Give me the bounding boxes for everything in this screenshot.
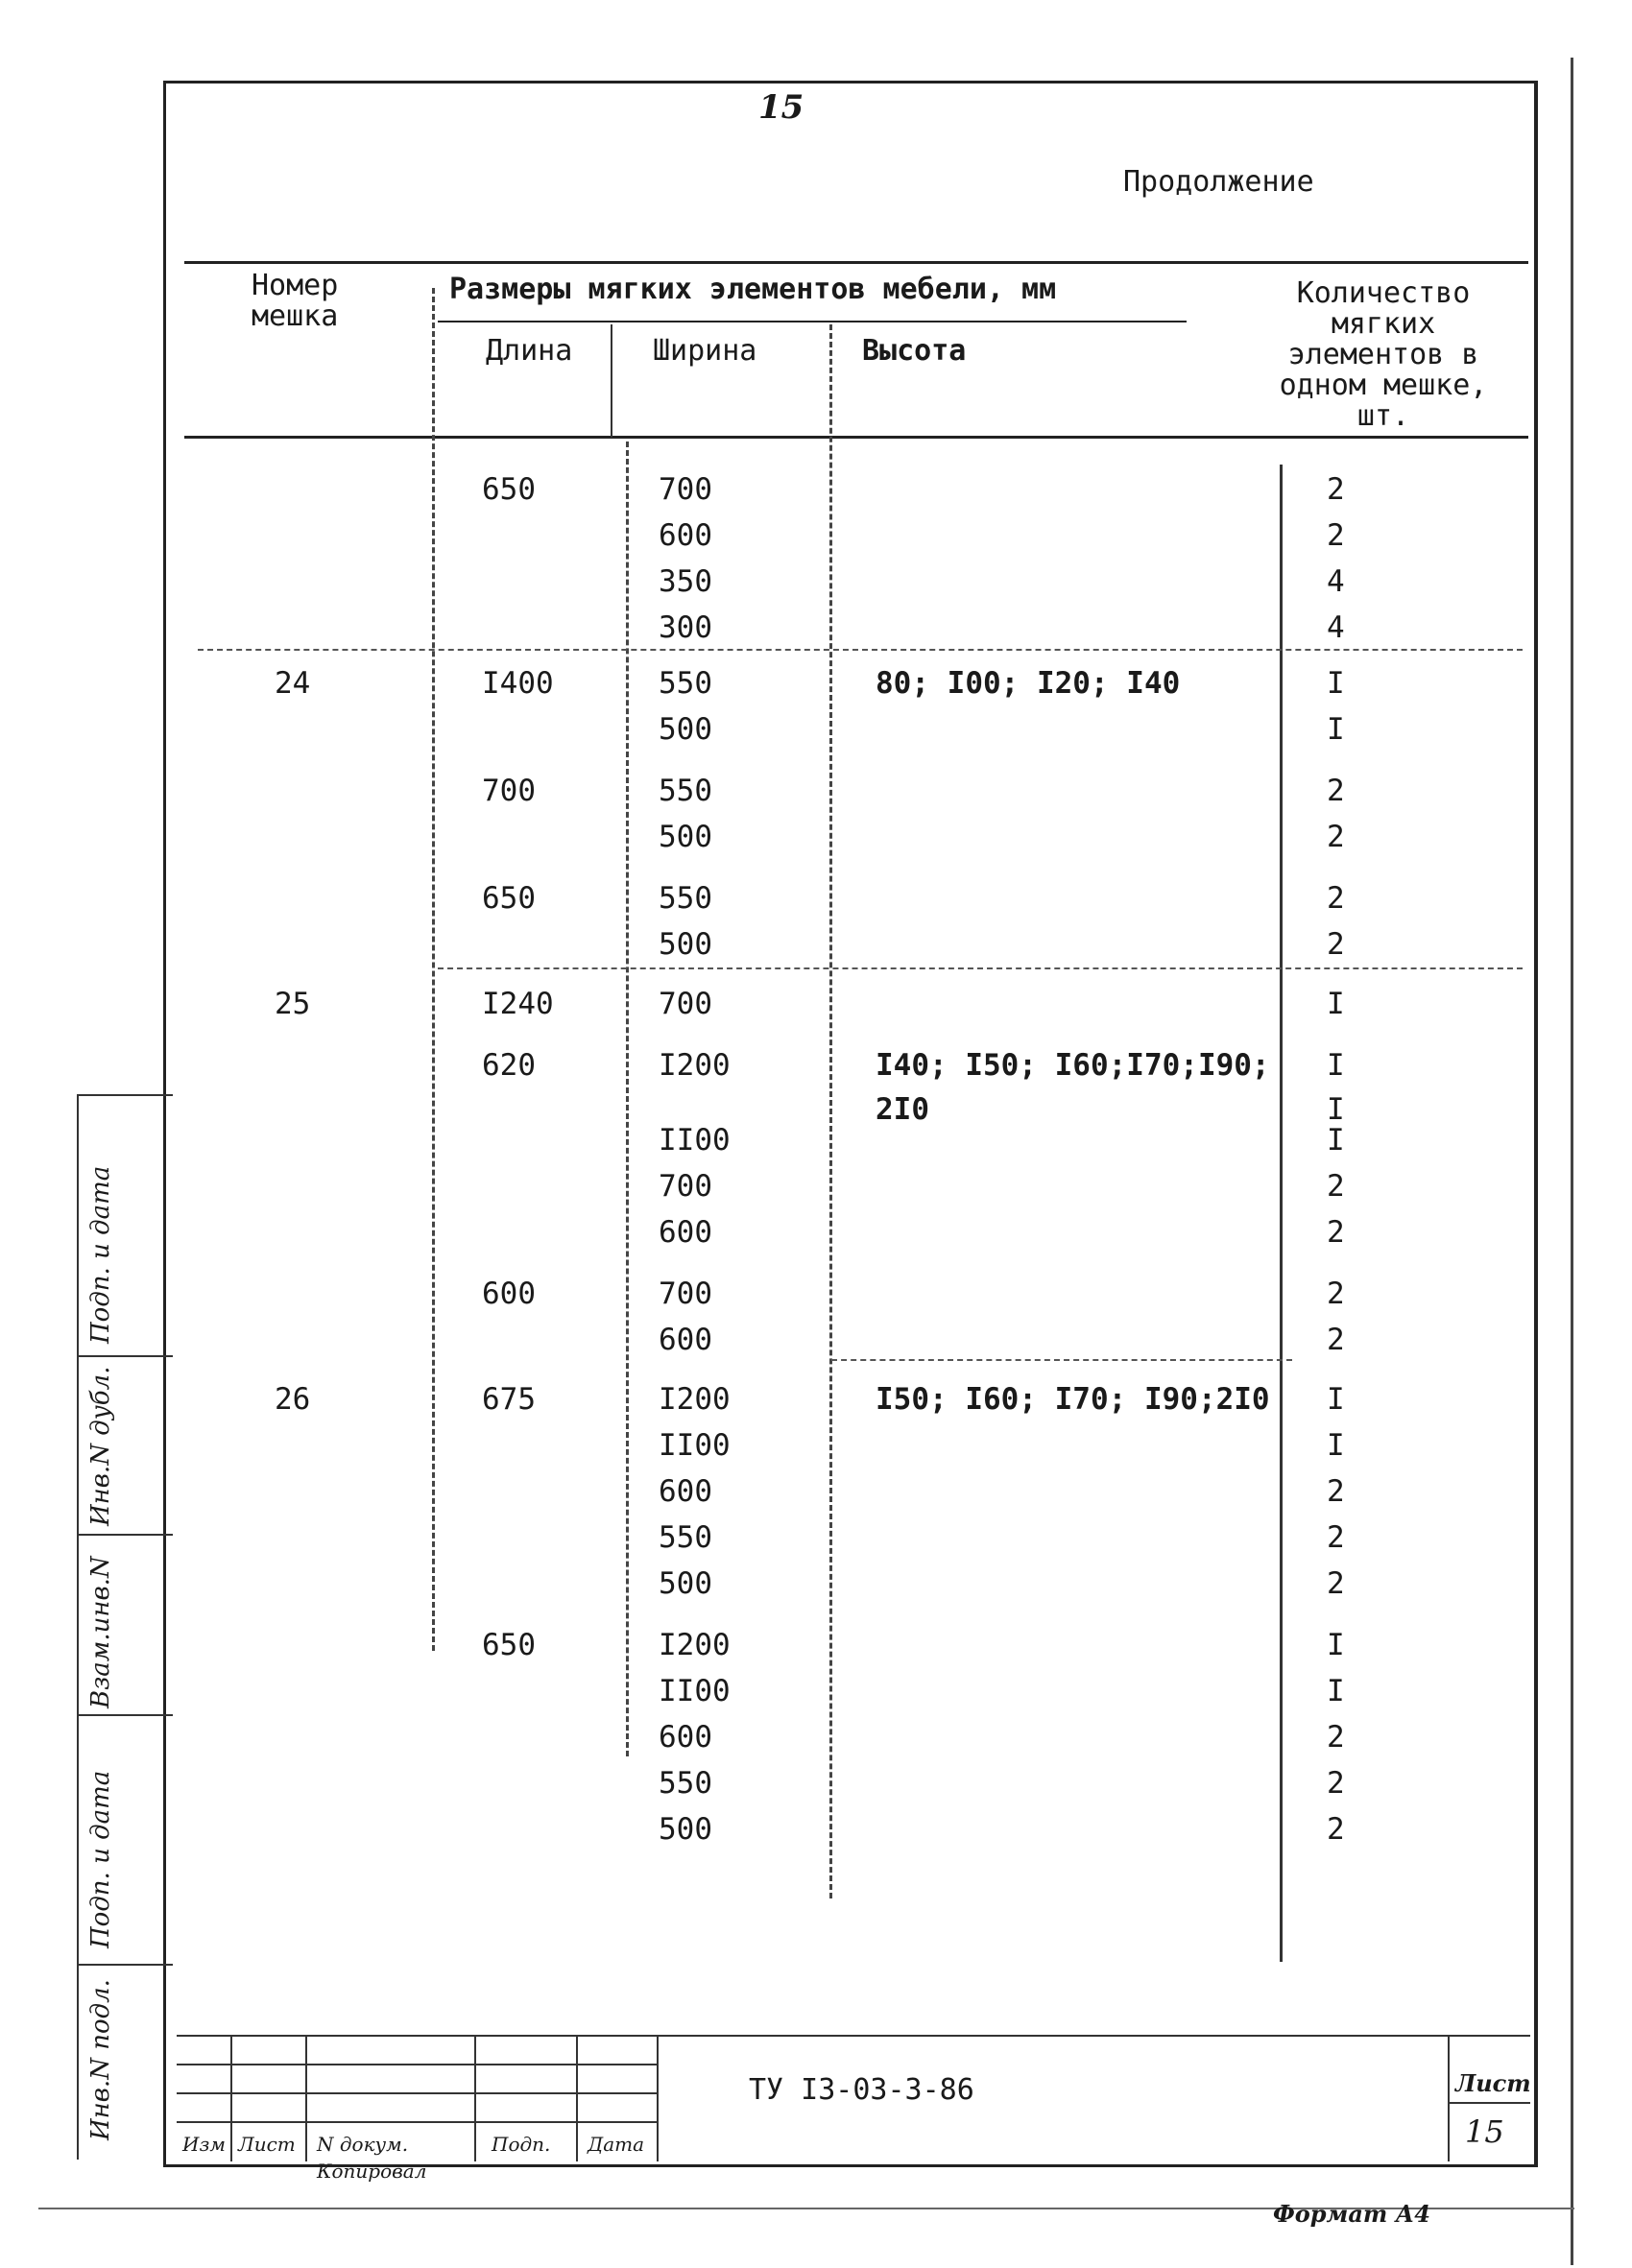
outer-border-right bbox=[1571, 58, 1573, 2265]
side-stamp-vzam-inv: Взам.инв.N bbox=[86, 1556, 115, 1708]
cell-width: 350 bbox=[659, 564, 712, 599]
col-list: Лист bbox=[238, 2133, 296, 2156]
cell-width: 700 bbox=[659, 472, 712, 507]
cell-width: II00 bbox=[659, 1428, 731, 1463]
cell-width: 700 bbox=[659, 1277, 712, 1311]
title-block-vline-2 bbox=[305, 2035, 307, 2161]
cell-width: 500 bbox=[659, 927, 712, 962]
cell-width: 550 bbox=[659, 774, 712, 808]
title-block-row-rule-3 bbox=[177, 2121, 657, 2123]
cell-bag: 26 bbox=[275, 1382, 311, 1417]
document-designation: ТУ I3-03-3-86 bbox=[749, 2073, 974, 2107]
header-top-rule bbox=[184, 261, 1528, 264]
column-line-qty bbox=[1280, 465, 1283, 1962]
cell-qty: I bbox=[1327, 1674, 1345, 1708]
side-stamp-cell-inv-podl bbox=[77, 1964, 173, 1966]
cell-width: I200 bbox=[659, 1048, 731, 1083]
cell-width: II00 bbox=[659, 1123, 731, 1158]
col-date: Дата bbox=[588, 2133, 645, 2156]
cell-height: I50; I60; I70; I90;2I0 bbox=[876, 1382, 1270, 1417]
cell-width: II00 bbox=[659, 1674, 731, 1708]
cell-length: 675 bbox=[482, 1382, 536, 1417]
header-qty: Количество мягких элементов в одном мешке, шт. bbox=[1279, 276, 1488, 433]
title-block-vline-4 bbox=[576, 2035, 578, 2161]
title-block-vline-5 bbox=[657, 2035, 659, 2161]
cell-qty: 2 bbox=[1327, 1169, 1345, 1204]
cell-width: 600 bbox=[659, 1720, 712, 1755]
cell-qty: 4 bbox=[1327, 610, 1345, 645]
side-stamp-cell-sign-date-2 bbox=[77, 1714, 173, 1716]
cell-length: 650 bbox=[482, 472, 536, 507]
cell-qty: 2 bbox=[1327, 820, 1345, 854]
header-sizes-group: Размеры мягких элементов мебели, мм bbox=[449, 273, 1057, 306]
cell-length: 650 bbox=[482, 1628, 536, 1662]
column-line-width-body bbox=[626, 442, 629, 1756]
col-doc: N докум. bbox=[317, 2133, 409, 2156]
cell-width: 550 bbox=[659, 1520, 712, 1555]
cell-width: 550 bbox=[659, 1766, 712, 1801]
cell-width: 600 bbox=[659, 1323, 712, 1357]
cell-bag: 25 bbox=[275, 987, 311, 1021]
cell-qty: 2 bbox=[1327, 881, 1345, 916]
side-stamp-cell-inv-dubl bbox=[77, 1355, 173, 1357]
title-block-vline-6 bbox=[1448, 2035, 1450, 2161]
cell-length: 700 bbox=[482, 774, 536, 808]
cell-width: 550 bbox=[659, 881, 712, 916]
cell-width: I200 bbox=[659, 1382, 731, 1417]
format-label: Формат А4 bbox=[1273, 2200, 1430, 2228]
column-line-width bbox=[611, 324, 612, 438]
cell-width: 600 bbox=[659, 1474, 712, 1509]
header-bag-number bbox=[252, 271, 376, 332]
cell-qty: 2 bbox=[1327, 1323, 1345, 1357]
group-separator-24 bbox=[198, 649, 1523, 651]
column-line-height bbox=[829, 324, 832, 1898]
cell-qty: 2 bbox=[1327, 1277, 1345, 1311]
cell-qty: 2 bbox=[1327, 1566, 1345, 1601]
cell-height: 80; I00; I20; I40 bbox=[876, 666, 1181, 701]
side-stamp-cell-sign-date-1 bbox=[77, 1094, 173, 1096]
cell-width: 500 bbox=[659, 712, 712, 747]
continuation-label: Продолжение bbox=[1123, 165, 1314, 199]
cell-width: 500 bbox=[659, 1566, 712, 1601]
col-sign: Подп. bbox=[492, 2133, 551, 2156]
cell-qty: 2 bbox=[1327, 1720, 1345, 1755]
cell-qty: I bbox=[1327, 1428, 1345, 1463]
column-line-length bbox=[432, 288, 435, 1651]
header-bottom-rule bbox=[184, 436, 1528, 439]
cell-qty: 2 bbox=[1327, 774, 1345, 808]
cell-width: 500 bbox=[659, 820, 712, 854]
cell-qty: 2 bbox=[1327, 1812, 1345, 1847]
cell-qty: I bbox=[1327, 987, 1345, 1021]
title-block-row-rule-2 bbox=[177, 2092, 657, 2094]
side-stamp-sign-date-1: Подп. и дата bbox=[86, 1165, 115, 1344]
cell-qty: 2 bbox=[1327, 1474, 1345, 1509]
cell-width: 500 bbox=[659, 1812, 712, 1847]
cell-qty: 2 bbox=[1327, 472, 1345, 507]
col-izm: Изм bbox=[182, 2133, 226, 2156]
cell-height: 2I0 bbox=[876, 1092, 929, 1127]
page-number: 15 bbox=[758, 88, 804, 127]
title-block-vline-3 bbox=[474, 2035, 476, 2161]
header-height: Высота bbox=[862, 334, 967, 368]
side-stamp-inv-podl: Инв.N подл. bbox=[86, 1979, 115, 2140]
cell-qty: 2 bbox=[1327, 518, 1345, 553]
side-stamp-cell-vzam bbox=[77, 1534, 173, 1536]
copied-label: Копировал bbox=[317, 2160, 427, 2183]
sheet-label: Лист bbox=[1455, 2069, 1531, 2097]
cell-length: 650 bbox=[482, 881, 536, 916]
cell-width: 300 bbox=[659, 610, 712, 645]
cell-length: 600 bbox=[482, 1277, 536, 1311]
cell-width: 550 bbox=[659, 666, 712, 701]
cell-qty: I bbox=[1327, 712, 1345, 747]
header-length: Длина bbox=[486, 334, 573, 368]
cell-width: 700 bbox=[659, 987, 712, 1021]
cell-length: I400 bbox=[482, 666, 554, 701]
group-separator-25 bbox=[438, 967, 1523, 969]
cell-qty: I bbox=[1327, 1382, 1345, 1417]
cell-qty: 2 bbox=[1327, 1520, 1345, 1555]
cell-height: I40; I50; I60;I70;I90; bbox=[876, 1048, 1270, 1083]
side-stamp-sign-date-2: Подп. и дата bbox=[86, 1770, 115, 1948]
title-block-vline-1 bbox=[230, 2035, 232, 2161]
title-block-row-rule-1 bbox=[177, 2064, 657, 2065]
cell-qty: 2 bbox=[1327, 927, 1345, 962]
cell-bag: 24 bbox=[275, 666, 311, 701]
header-width: Ширина bbox=[653, 334, 757, 368]
cell-qty: 4 bbox=[1327, 564, 1345, 599]
sheet-number: 15 bbox=[1465, 2113, 1504, 2150]
side-stamp-inv-dubl: Инв.N дубл. bbox=[86, 1366, 115, 1526]
sizes-group-underline bbox=[438, 321, 1187, 322]
title-block-sheet-rule bbox=[1448, 2102, 1530, 2104]
cell-length: I240 bbox=[482, 987, 554, 1021]
group-separator-26 bbox=[831, 1359, 1292, 1361]
cell-qty: 2 bbox=[1327, 1766, 1345, 1801]
cell-qty: I bbox=[1327, 1048, 1345, 1083]
cell-qty: I bbox=[1327, 666, 1345, 701]
header-bag-number-text: Номер мешка bbox=[252, 269, 339, 333]
cell-qty: I bbox=[1327, 1092, 1345, 1127]
cell-width: 600 bbox=[659, 518, 712, 553]
cell-qty: 2 bbox=[1327, 1215, 1345, 1250]
cell-qty: I bbox=[1327, 1123, 1345, 1158]
cell-length: 620 bbox=[482, 1048, 536, 1083]
cell-qty: I bbox=[1327, 1628, 1345, 1662]
cell-width: I200 bbox=[659, 1628, 731, 1662]
cell-width: 700 bbox=[659, 1169, 712, 1204]
cell-width: 600 bbox=[659, 1215, 712, 1250]
title-block-top-rule bbox=[177, 2035, 1530, 2037]
